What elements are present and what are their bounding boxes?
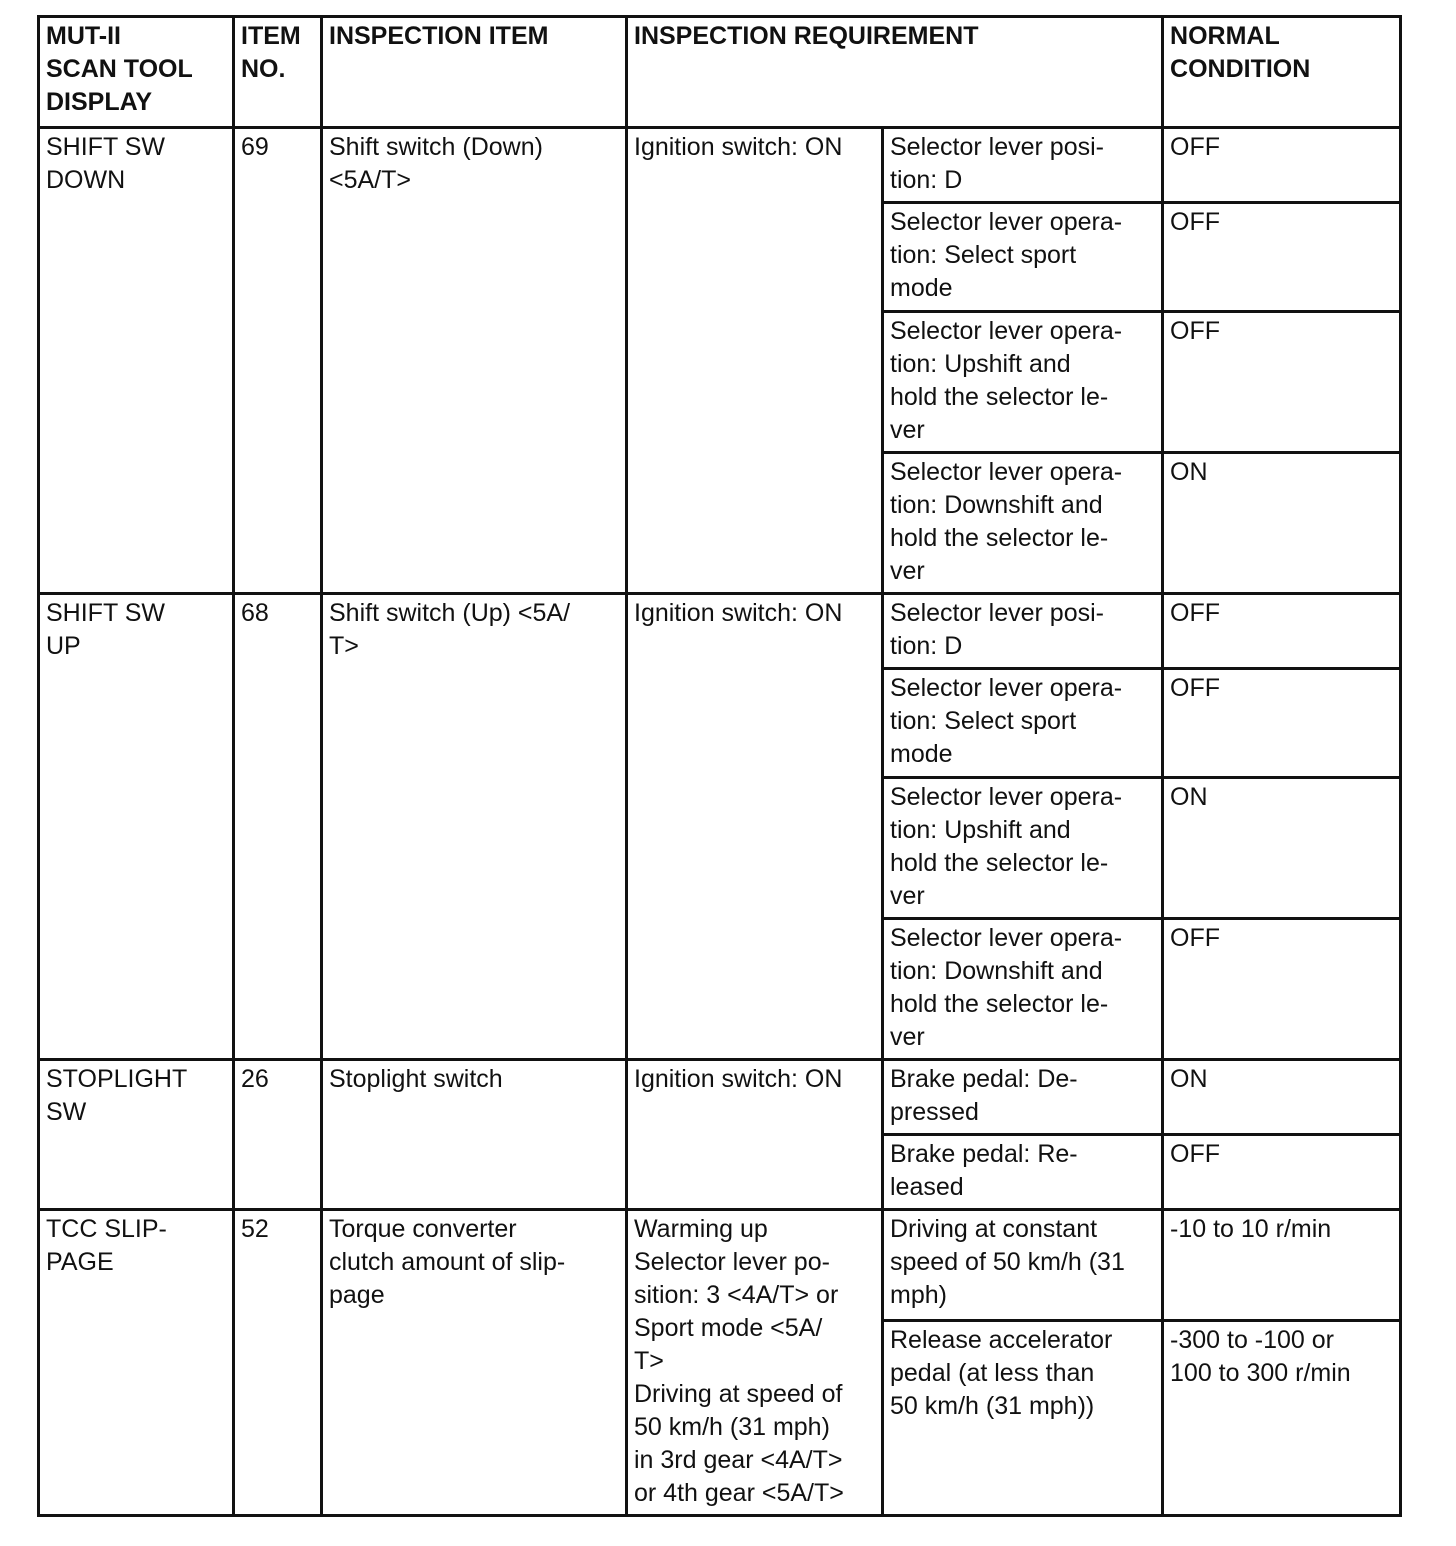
- header-normal-condition: NORMAL CONDITION: [1163, 17, 1401, 128]
- table-row: [39, 1060, 1401, 1135]
- normal-cell: ON: [1163, 778, 1401, 919]
- header-display: MUT-II SCAN TOOL DISPLAY: [39, 17, 234, 128]
- table-row: [39, 128, 1401, 203]
- condition-cell: Ignition switch: ON: [627, 128, 883, 594]
- item-no-cell: 52: [234, 1210, 322, 1516]
- requirement-cell: Selector lever opera- tion: Downshift and hold the selector le- ver: [883, 453, 1163, 594]
- display-cell: SHIFT SW DOWN: [39, 128, 234, 594]
- header-inspection-item: INSPECTION ITEM: [322, 17, 627, 128]
- condition-cell: Ignition switch: ON: [627, 1060, 883, 1210]
- display-cell: SHIFT SW UP: [39, 594, 234, 1060]
- requirement-cell: Selector lever opera- tion: Upshift and hold the selector le- ver: [883, 778, 1163, 919]
- normal-cell: -300 to -100 or 100 to 300 r/min: [1163, 1320, 1401, 1515]
- inspection-item-cell: Shift switch (Down) <5A/T>: [322, 128, 627, 594]
- normal-cell: OFF: [1163, 312, 1401, 453]
- table-row: [39, 594, 1401, 669]
- normal-cell: ON: [1163, 453, 1401, 594]
- requirement-cell: Brake pedal: Re- leased: [883, 1135, 1163, 1210]
- requirement-cell: Brake pedal: De- pressed: [883, 1060, 1163, 1135]
- inspection-item-cell: Torque converter clutch amount of slip- page: [322, 1210, 627, 1516]
- requirement-cell: Selector lever opera- tion: Select sport mode: [883, 669, 1163, 778]
- normal-cell: -10 to 10 r/min: [1163, 1210, 1401, 1321]
- normal-cell: OFF: [1163, 594, 1401, 669]
- header-requirement: INSPECTION REQUIREMENT: [627, 17, 1163, 128]
- inspection-item-cell: Shift switch (Up) <5A/ T>: [322, 594, 627, 1060]
- table-row: [39, 1210, 1401, 1321]
- header-row: [39, 17, 1401, 128]
- item-no-cell: 68: [234, 594, 322, 1060]
- normal-cell: ON: [1163, 1060, 1401, 1135]
- requirement-cell: Release accelerator pedal (at less than 50 km/h (31 mph)): [883, 1320, 1163, 1515]
- normal-cell: OFF: [1163, 1135, 1401, 1210]
- normal-cell: OFF: [1163, 919, 1401, 1060]
- normal-cell: OFF: [1163, 203, 1401, 312]
- item-no-cell: 69: [234, 128, 322, 594]
- header-item-no: ITEM NO.: [234, 17, 322, 128]
- requirement-cell: Selector lever posi- tion: D: [883, 128, 1163, 203]
- inspection-table: [37, 15, 1402, 1517]
- display-cell: STOPLIGHT SW: [39, 1060, 234, 1210]
- requirement-cell: Selector lever posi- tion: D: [883, 594, 1163, 669]
- requirement-cell: Selector lever opera- tion: Select sport mode: [883, 203, 1163, 312]
- display-cell: TCC SLIP- PAGE: [39, 1210, 234, 1516]
- condition-cell: Warming up Selector lever po- sition: 3 <4A/T> or Sport mode <5A/ T> Driving at speed of 50 km/h (31 mph) in 3rd gear <4A/T> or 4th gear <5A/T>: [627, 1210, 883, 1516]
- requirement-cell: Selector lever opera- tion: Downshift and hold the selector le- ver: [883, 919, 1163, 1060]
- normal-cell: OFF: [1163, 669, 1401, 778]
- normal-cell: OFF: [1163, 128, 1401, 203]
- requirement-cell: Selector lever opera- tion: Upshift and hold the selector le- ver: [883, 312, 1163, 453]
- requirement-cell: Driving at constant speed of 50 km/h (31 mph): [883, 1210, 1163, 1321]
- item-no-cell: 26: [234, 1060, 322, 1210]
- condition-cell: Ignition switch: ON: [627, 594, 883, 1060]
- inspection-item-cell: Stoplight switch: [322, 1060, 627, 1210]
